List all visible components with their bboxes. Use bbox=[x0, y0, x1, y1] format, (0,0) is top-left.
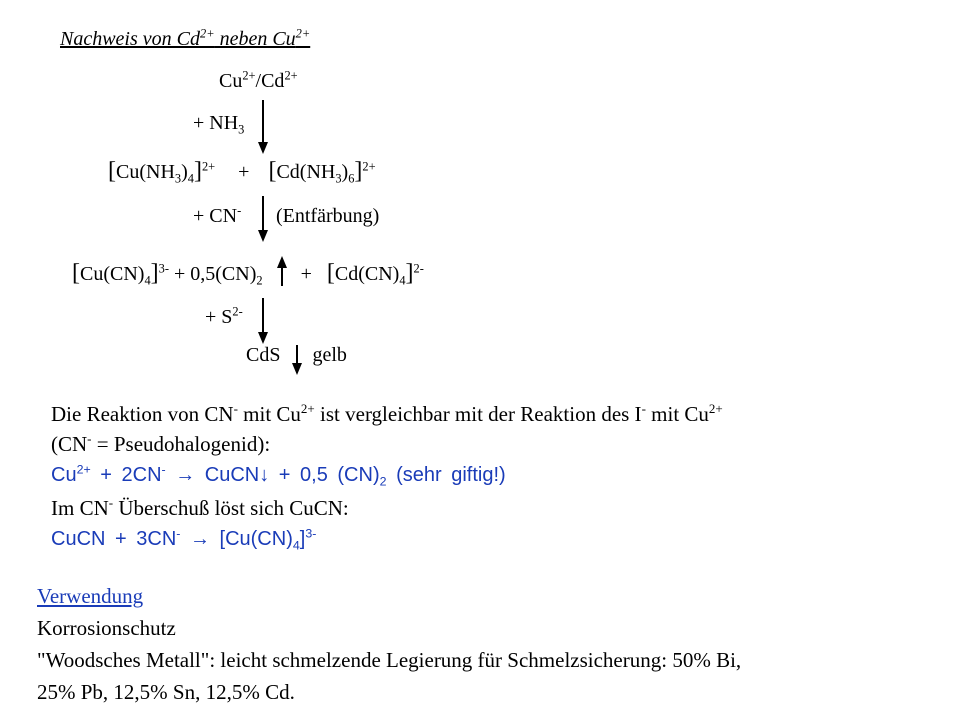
charge: 2+ bbox=[201, 159, 216, 174]
reagent-nh3-sub: 3 bbox=[238, 122, 245, 137]
scheme-line-ammine bbox=[108, 158, 376, 185]
cu-ammine: Cu(NH bbox=[116, 161, 175, 183]
title-text: Nachweis von Cd bbox=[60, 28, 200, 50]
precipitate-down-arrow bbox=[291, 345, 303, 375]
subscript: 3 bbox=[174, 171, 182, 186]
charge: 3- bbox=[158, 261, 169, 276]
charge: - bbox=[233, 401, 238, 417]
paragraph-line-2 bbox=[51, 432, 270, 457]
dicyan: + 0,5(CN) bbox=[173, 263, 257, 285]
charge: 2+ bbox=[300, 401, 315, 417]
text: → CuCN↓ + 0,5 (CN) bbox=[165, 464, 380, 486]
text: mit Cu bbox=[645, 402, 709, 426]
reagent-cn bbox=[193, 205, 241, 228]
charge: 2- bbox=[413, 261, 424, 276]
subscript: 6 bbox=[348, 171, 355, 186]
charge: 3- bbox=[305, 526, 317, 541]
text: → [Cu(CN) bbox=[180, 528, 293, 550]
cds-product bbox=[246, 344, 347, 375]
decolorization-note: (Entfärbung) bbox=[276, 205, 380, 227]
start-cu: Cu bbox=[219, 70, 243, 92]
text: Überschuß löst sich CuCN: bbox=[113, 496, 349, 520]
charge: - bbox=[87, 431, 92, 447]
text: = Pseudohalogenid): bbox=[91, 432, 271, 456]
subscript: 4 bbox=[292, 538, 300, 553]
reaction-arrow-1 bbox=[256, 100, 270, 155]
title-middle: neben Cu bbox=[214, 28, 296, 50]
text: ist vergleichbar mit der Reaktion des I bbox=[314, 402, 642, 426]
reaction-arrow-3 bbox=[256, 298, 270, 346]
bracket: ] bbox=[193, 158, 202, 184]
subscript: 4 bbox=[399, 273, 406, 288]
subscript: 4 bbox=[187, 171, 194, 186]
plus-sign: + bbox=[238, 161, 250, 183]
text: CuCN + 3CN bbox=[51, 528, 177, 550]
reagent-sulfide-charge: 2- bbox=[232, 304, 243, 319]
charge: - bbox=[641, 401, 646, 417]
usage-heading-link[interactable]: Verwendung bbox=[37, 584, 144, 608]
reagent-nh3-text: + NH bbox=[193, 112, 239, 134]
usage-item-corrosion: Korrosionschutz bbox=[37, 616, 176, 640]
text: Im CN bbox=[51, 496, 109, 520]
text: (CN bbox=[51, 432, 88, 456]
bracket: [ bbox=[326, 260, 335, 286]
bracket: ] bbox=[405, 260, 414, 286]
reagent-nh3 bbox=[193, 112, 244, 135]
cds-formula: CdS bbox=[246, 344, 281, 366]
paragraph-line-1 bbox=[51, 402, 723, 427]
plus-sign: + bbox=[300, 263, 312, 285]
reagent-cn-charge: - bbox=[237, 203, 242, 218]
gas-up-arrow bbox=[276, 256, 288, 286]
scheme-start bbox=[219, 70, 298, 93]
subscript: 3 bbox=[335, 171, 342, 186]
paren: ) bbox=[341, 161, 349, 183]
start-cu-charge: 2+ bbox=[242, 68, 256, 83]
equation-2 bbox=[51, 528, 316, 551]
bracket: [ bbox=[72, 260, 80, 286]
cu-cyanide: Cu(CN) bbox=[80, 263, 145, 285]
reagent-cn-text: + CN bbox=[193, 205, 238, 227]
usage-item-woods-metal-cont: 25% Pb, 12,5% Sn, 12,5% Cd. bbox=[37, 680, 295, 704]
paragraph-line-3 bbox=[51, 496, 349, 521]
page-title bbox=[60, 28, 310, 51]
bracket: [ bbox=[268, 158, 277, 184]
equation-1 bbox=[51, 464, 506, 487]
bracket: [ bbox=[108, 158, 116, 184]
charge: - bbox=[108, 495, 114, 511]
bracket: ] bbox=[150, 260, 159, 286]
cd-ammine: Cd(NH bbox=[276, 161, 336, 183]
start-cd: /Cd bbox=[255, 70, 285, 92]
paren: ) bbox=[181, 161, 188, 183]
title-cu-charge: 2+ bbox=[295, 26, 311, 41]
charge: 2+ bbox=[76, 462, 91, 477]
text: ] bbox=[299, 528, 306, 550]
subscript: 4 bbox=[144, 273, 151, 288]
scheme-line-cyanide bbox=[72, 256, 424, 287]
usage-item-woods-metal: "Woodsches Metall": leicht schmelzende Legierung für Schmelzsicherung: 50% Bi, bbox=[37, 648, 742, 672]
subscript: 2 bbox=[379, 474, 387, 489]
text: (sehr giftig!) bbox=[386, 464, 506, 486]
charge: 2+ bbox=[362, 159, 376, 174]
reaction-arrow-2 bbox=[256, 196, 270, 244]
text: Cu bbox=[51, 464, 77, 486]
subscript: 2 bbox=[256, 273, 263, 288]
bracket: ] bbox=[354, 158, 363, 184]
cd-cyanide: Cd(CN) bbox=[334, 263, 400, 285]
charge: 2+ bbox=[708, 401, 723, 417]
charge: - bbox=[161, 462, 166, 477]
charge: - bbox=[176, 526, 181, 541]
reagent-sulfide-text: + S bbox=[205, 306, 233, 328]
text: Die Reaktion von CN bbox=[51, 402, 234, 426]
start-cd-charge: 2+ bbox=[284, 68, 298, 83]
text: mit Cu bbox=[237, 402, 301, 426]
title-cd-charge: 2+ bbox=[200, 26, 215, 41]
reagent-sulfide bbox=[205, 306, 243, 329]
text: + 2CN bbox=[90, 464, 162, 486]
cds-color-note: gelb bbox=[312, 344, 347, 366]
